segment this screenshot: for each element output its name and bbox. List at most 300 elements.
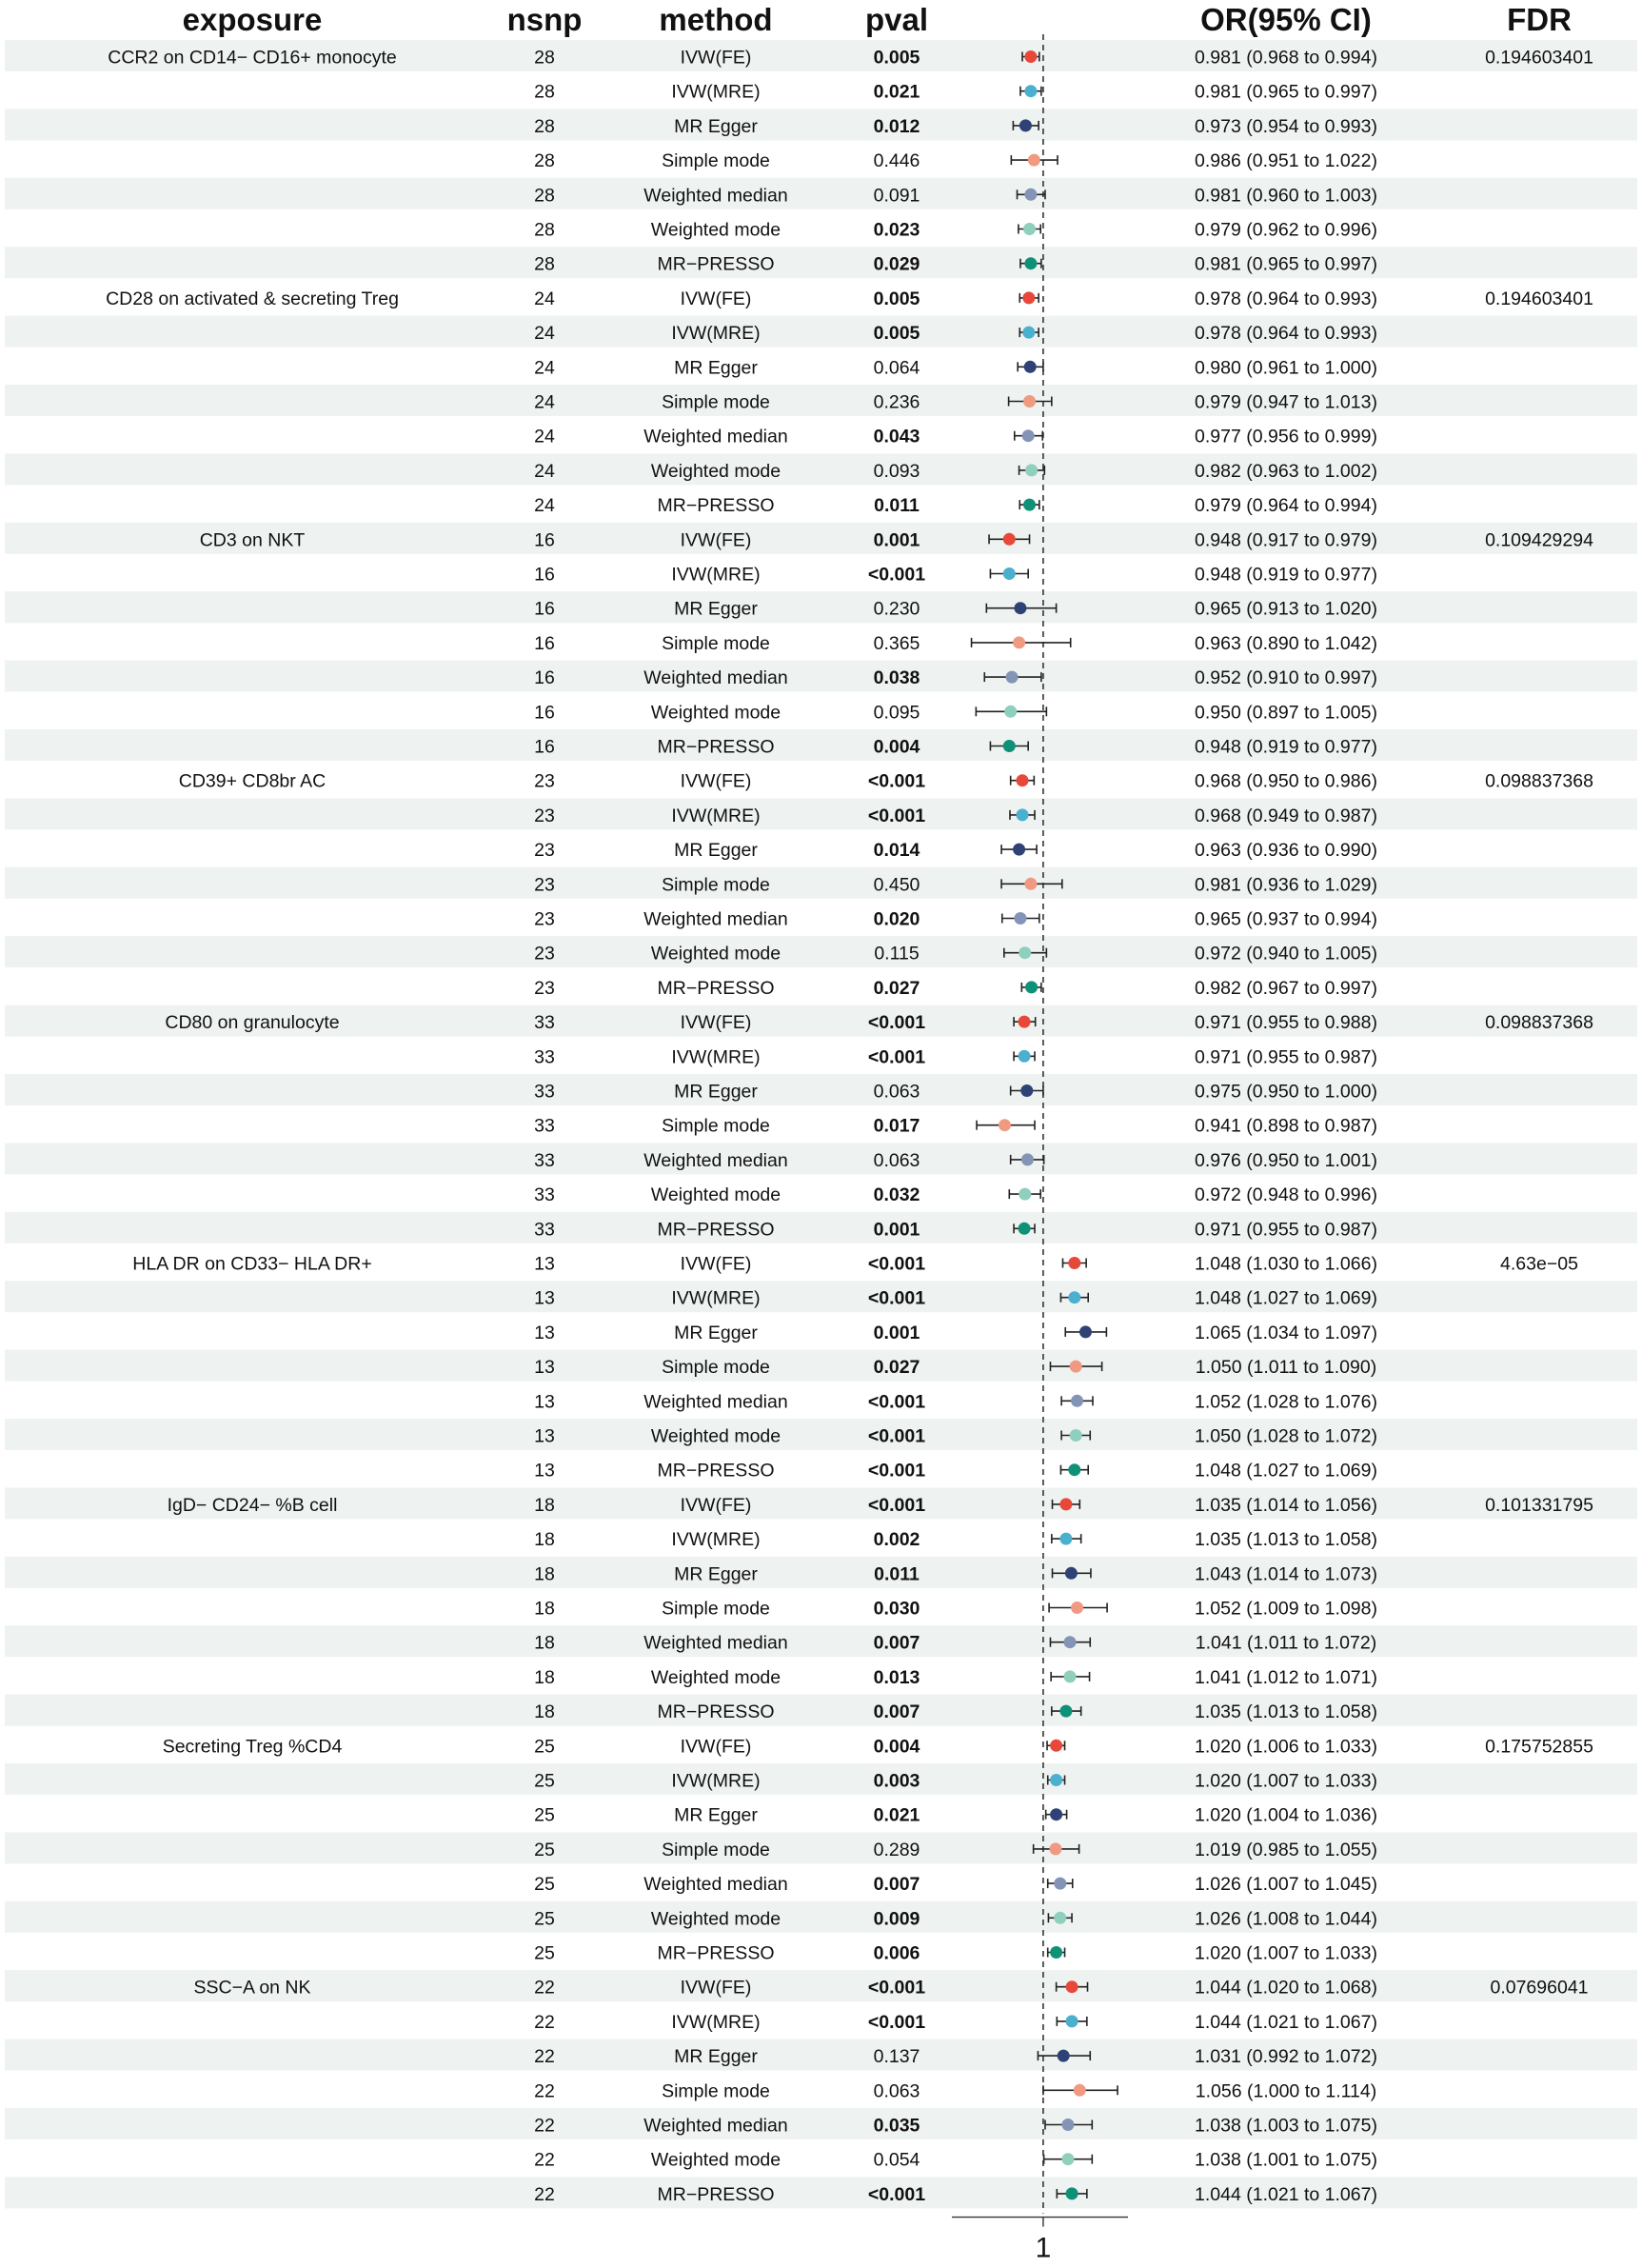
header-pval: pval xyxy=(864,2,929,37)
forest-mark xyxy=(1048,1946,1065,1959)
or-ci-label: 0.948 (0.919 to 0.977) xyxy=(1195,736,1377,758)
or-ci-label: 0.986 (0.951 to 1.022) xyxy=(1195,150,1377,172)
nsnp-value: 33 xyxy=(534,1149,555,1171)
or-ci-label: 0.965 (0.913 to 1.020) xyxy=(1195,598,1377,620)
x-tick-label: 1 xyxy=(1035,2232,1052,2264)
or-ci-label: 1.050 (1.028 to 1.072) xyxy=(1195,1425,1377,1447)
header-row xyxy=(183,2,1572,37)
nsnp-value: 23 xyxy=(534,805,555,826)
or-ci-label: 0.971 (0.955 to 0.987) xyxy=(1195,1219,1377,1241)
or-ci-label: 1.052 (1.028 to 1.076) xyxy=(1195,1391,1377,1413)
or-point xyxy=(1019,119,1032,131)
or-point xyxy=(1050,1946,1062,1959)
nsnp-value: 18 xyxy=(534,1563,555,1585)
forest-mark xyxy=(1014,1050,1035,1063)
or-point xyxy=(1066,2015,1078,2027)
or-ci-label: 1.056 (1.000 to 1.114) xyxy=(1195,2080,1377,2102)
or-point xyxy=(1050,1740,1062,1752)
row-band xyxy=(5,316,1637,348)
or-ci-label: 0.976 (0.950 to 1.001) xyxy=(1195,1149,1377,1171)
pval-value: 0.007 xyxy=(873,1701,920,1723)
forest-mark xyxy=(1047,1740,1065,1752)
method-label: IVW(FE) xyxy=(680,1977,752,1999)
method-label: MR Egger xyxy=(674,2046,758,2068)
or-ci-label: 0.948 (0.919 to 0.977) xyxy=(1195,564,1377,586)
row-band xyxy=(5,729,1637,761)
nsnp-value: 18 xyxy=(534,1632,555,1654)
method-label: MR−PRESSO xyxy=(657,1701,775,1723)
or-ci-label: 1.026 (1.007 to 1.045) xyxy=(1195,1874,1377,1896)
pval-value: 0.013 xyxy=(873,1666,920,1688)
method-label: Weighted mode xyxy=(650,702,781,724)
method-label: Simple mode xyxy=(662,391,770,413)
forest-mark xyxy=(1001,844,1037,856)
or-ci-label: 1.048 (1.027 to 1.069) xyxy=(1195,1287,1377,1309)
forest-mark xyxy=(1009,1188,1040,1201)
exposure-label: SSC−A on NK xyxy=(193,1977,311,1999)
or-point xyxy=(1061,2153,1074,2165)
row-band xyxy=(5,867,1637,899)
or-ci-label: 0.968 (0.949 to 0.987) xyxy=(1195,805,1377,826)
nsnp-value: 16 xyxy=(534,564,555,586)
nsnp-value: 16 xyxy=(534,632,555,654)
row-band xyxy=(5,1901,1637,1933)
row-band xyxy=(5,1419,1637,1450)
nsnp-value: 18 xyxy=(534,1666,555,1688)
nsnp-value: 28 xyxy=(534,115,555,137)
exposure-label: CCR2 on CD14− CD16+ monocyte xyxy=(108,47,397,69)
or-ci-label: 0.981 (0.960 to 1.003) xyxy=(1195,185,1377,207)
or-point xyxy=(1014,602,1026,614)
forest-mark xyxy=(1049,1602,1107,1614)
or-ci-label: 1.020 (1.007 to 1.033) xyxy=(1195,1942,1377,1964)
nsnp-value: 24 xyxy=(534,288,555,309)
row-band xyxy=(5,1832,1637,1863)
method-label: IVW(FE) xyxy=(680,770,752,792)
or-ci-label: 0.948 (0.917 to 0.979) xyxy=(1195,529,1377,551)
or-ci-label: 1.043 (1.014 to 1.073) xyxy=(1195,1563,1377,1585)
pval-value: 0.020 xyxy=(873,908,920,930)
pval-value: <0.001 xyxy=(867,1494,926,1516)
method-label: Simple mode xyxy=(662,1357,770,1379)
table-cells xyxy=(106,48,1593,2205)
method-label: Weighted median xyxy=(643,2115,788,2137)
pval-value: 0.004 xyxy=(873,1736,920,1758)
or-point xyxy=(1068,1257,1080,1269)
pval-value: <0.001 xyxy=(867,1460,926,1482)
pval-value: 0.027 xyxy=(873,977,920,999)
pval-value: <0.001 xyxy=(867,1391,926,1413)
fdr-value: 0.194603401 xyxy=(1485,47,1593,69)
or-point xyxy=(1023,223,1036,235)
method-label: MR Egger xyxy=(674,357,758,379)
nsnp-value: 22 xyxy=(534,2011,555,2033)
method-label: IVW(MRE) xyxy=(671,81,761,103)
or-ci-label: 0.975 (0.950 to 1.000) xyxy=(1195,1081,1377,1103)
or-ci-label: 0.979 (0.964 to 0.994) xyxy=(1195,495,1377,517)
nsnp-value: 22 xyxy=(534,2080,555,2102)
or-ci-label: 1.065 (1.034 to 1.097) xyxy=(1195,1322,1377,1343)
row-band xyxy=(5,178,1637,209)
method-label: Simple mode xyxy=(662,2080,770,2102)
row-band xyxy=(5,1557,1637,1588)
or-point xyxy=(1017,808,1029,821)
nsnp-value: 25 xyxy=(534,1804,555,1826)
pval-value: 0.236 xyxy=(873,391,920,413)
method-label: MR Egger xyxy=(674,598,758,620)
or-ci-label: 1.052 (1.009 to 1.098) xyxy=(1195,1598,1377,1620)
or-ci-label: 1.035 (1.013 to 1.058) xyxy=(1195,1529,1377,1551)
method-label: IVW(FE) xyxy=(680,1253,752,1275)
nsnp-value: 18 xyxy=(534,1701,555,1723)
nsnp-value: 13 xyxy=(534,1460,555,1482)
nsnp-value: 24 xyxy=(534,426,555,448)
pval-value: 0.001 xyxy=(873,529,920,551)
nsnp-value: 22 xyxy=(534,2149,555,2171)
or-point xyxy=(1064,1670,1077,1682)
method-label: Simple mode xyxy=(662,1839,770,1860)
exposure-label: HLA DR on CD33− HLA DR+ xyxy=(132,1253,372,1275)
fdr-value: 0.07696041 xyxy=(1490,1977,1589,1999)
method-label: MR Egger xyxy=(674,1804,758,1826)
fdr-value: 0.109429294 xyxy=(1485,529,1593,551)
or-point xyxy=(1019,1016,1031,1028)
forest-mark xyxy=(977,1119,1035,1131)
pval-value: 0.093 xyxy=(873,460,920,482)
method-label: Weighted median xyxy=(643,667,788,689)
pval-value: 0.091 xyxy=(873,185,920,207)
pval-value: <0.001 xyxy=(867,805,926,826)
or-point xyxy=(1066,1980,1078,1993)
forest-mark xyxy=(1018,361,1043,373)
pval-value: 0.006 xyxy=(873,1942,920,1964)
pval-value: 0.009 xyxy=(873,1908,920,1930)
method-label: Weighted median xyxy=(643,185,788,207)
exposure-label: CD3 on NKT xyxy=(199,529,306,551)
method-label: IVW(FE) xyxy=(680,1494,752,1516)
pval-value: <0.001 xyxy=(867,1287,926,1309)
nsnp-value: 13 xyxy=(534,1322,555,1343)
pval-value: <0.001 xyxy=(867,1977,926,1999)
forest-mark xyxy=(972,636,1071,648)
or-point xyxy=(1006,671,1019,684)
method-label: MR Egger xyxy=(674,1081,758,1103)
nsnp-value: 23 xyxy=(534,840,555,862)
fdr-value: 4.63e−05 xyxy=(1500,1253,1578,1275)
method-label: IVW(MRE) xyxy=(671,1046,761,1068)
row-band xyxy=(5,591,1637,623)
forest-mark xyxy=(1048,1878,1073,1890)
or-ci-label: 0.982 (0.963 to 1.002) xyxy=(1195,460,1377,482)
nsnp-value: 13 xyxy=(534,1425,555,1447)
or-point xyxy=(1050,1774,1062,1786)
fdr-value: 0.101331795 xyxy=(1485,1494,1593,1516)
method-label: Weighted median xyxy=(643,908,788,930)
nsnp-value: 28 xyxy=(534,219,555,241)
pval-value: 0.011 xyxy=(874,495,920,517)
forest-marks xyxy=(972,50,1118,2199)
or-ci-label: 1.041 (1.011 to 1.072) xyxy=(1195,1632,1377,1654)
nsnp-value: 23 xyxy=(534,943,555,965)
fdr-value: 0.194603401 xyxy=(1485,288,1593,309)
row-band xyxy=(5,1625,1637,1657)
method-label: MR−PRESSO xyxy=(657,977,775,999)
or-ci-label: 0.973 (0.954 to 0.993) xyxy=(1195,115,1377,137)
forest-mark xyxy=(1043,2084,1118,2097)
or-point xyxy=(1064,1636,1077,1648)
row-band xyxy=(5,1143,1637,1174)
nsnp-value: 22 xyxy=(534,2115,555,2137)
nsnp-value: 18 xyxy=(534,1494,555,1516)
method-label: Weighted mode xyxy=(650,1184,781,1206)
or-point xyxy=(1025,464,1038,476)
or-ci-label: 0.971 (0.955 to 0.988) xyxy=(1195,1012,1377,1034)
row-band xyxy=(5,1350,1637,1382)
row-band xyxy=(5,1281,1637,1312)
nsnp-value: 33 xyxy=(534,1012,555,1034)
or-point xyxy=(1024,257,1037,269)
or-ci-label: 1.041 (1.012 to 1.071) xyxy=(1195,1666,1377,1688)
nsnp-value: 25 xyxy=(534,1770,555,1792)
nsnp-value: 22 xyxy=(534,2183,555,2205)
or-ci-label: 0.963 (0.936 to 0.990) xyxy=(1195,840,1377,862)
method-label: MR Egger xyxy=(674,115,758,137)
exposure-label: CD80 on granulocyte xyxy=(165,1012,340,1034)
method-label: MR−PRESSO xyxy=(657,1942,775,1964)
or-point xyxy=(1074,2084,1086,2097)
nsnp-value: 16 xyxy=(534,529,555,551)
pval-value: 0.002 xyxy=(873,1529,920,1551)
forest-mark xyxy=(1011,154,1058,167)
forest-mark xyxy=(1051,1670,1089,1682)
forest-mark xyxy=(1062,1257,1086,1269)
or-point xyxy=(1019,946,1031,959)
or-point xyxy=(1025,981,1038,993)
or-point xyxy=(1024,50,1037,63)
pval-value: 0.054 xyxy=(873,2149,920,2171)
method-label: Weighted median xyxy=(643,426,788,448)
pval-value: 0.043 xyxy=(873,426,920,448)
row-band xyxy=(5,2177,1637,2208)
method-label: MR Egger xyxy=(674,840,758,862)
nsnp-value: 33 xyxy=(534,1046,555,1068)
pval-value: 0.003 xyxy=(873,1770,920,1792)
or-point xyxy=(1068,1291,1080,1303)
method-label: Weighted mode xyxy=(650,943,781,965)
row-band xyxy=(5,2039,1637,2071)
pval-value: <0.001 xyxy=(867,2183,926,2205)
forest-mark xyxy=(1044,2153,1093,2165)
or-point xyxy=(1070,1361,1082,1373)
method-label: IVW(FE) xyxy=(680,1012,752,1034)
nsnp-value: 13 xyxy=(534,1253,555,1275)
method-label: Weighted median xyxy=(643,1874,788,1896)
or-point xyxy=(1054,1912,1066,1924)
method-label: IVW(MRE) xyxy=(671,1529,761,1551)
or-ci-label: 1.038 (1.003 to 1.075) xyxy=(1195,2115,1377,2137)
method-label: Simple mode xyxy=(662,1598,770,1620)
row-band xyxy=(5,2108,1637,2139)
nsnp-value: 24 xyxy=(534,460,555,482)
nsnp-value: 13 xyxy=(534,1391,555,1413)
header-method: method xyxy=(659,2,773,37)
method-label: Weighted mode xyxy=(650,2149,781,2171)
forest-mark xyxy=(1019,499,1039,511)
nsnp-value: 22 xyxy=(534,2046,555,2068)
pval-value: 0.017 xyxy=(873,1115,920,1137)
method-label: IVW(MRE) xyxy=(671,805,761,826)
pval-value: 0.450 xyxy=(873,874,920,896)
nsnp-value: 25 xyxy=(534,1839,555,1860)
or-point xyxy=(1003,740,1016,752)
forest-mark xyxy=(976,706,1046,718)
exposure-label: IgD− CD24− %B cell xyxy=(167,1494,338,1516)
nsnp-value: 33 xyxy=(534,1081,555,1103)
pval-value: 0.005 xyxy=(873,288,920,309)
nsnp-value: 33 xyxy=(534,1115,555,1137)
pval-value: 0.023 xyxy=(873,219,920,241)
or-ci-label: 1.048 (1.027 to 1.069) xyxy=(1195,1460,1377,1482)
nsnp-value: 23 xyxy=(534,908,555,930)
method-label: IVW(MRE) xyxy=(671,1770,761,1792)
method-label: Weighted mode xyxy=(650,1666,781,1688)
method-label: MR Egger xyxy=(674,1563,758,1585)
method-label: MR−PRESSO xyxy=(657,736,775,758)
row-band xyxy=(5,1212,1637,1243)
header-fdr: FDR xyxy=(1507,2,1572,37)
nsnp-value: 23 xyxy=(534,874,555,896)
fdr-value: 0.098837368 xyxy=(1485,770,1593,792)
or-ci-label: 1.038 (1.001 to 1.075) xyxy=(1195,2149,1377,2171)
or-ci-label: 0.978 (0.964 to 0.993) xyxy=(1195,323,1377,345)
or-point xyxy=(1023,395,1036,408)
forest-mark xyxy=(1015,429,1042,442)
or-point xyxy=(1014,912,1026,925)
method-label: MR−PRESSO xyxy=(657,495,775,517)
or-point xyxy=(1019,1188,1031,1201)
method-label: IVW(FE) xyxy=(680,288,752,309)
or-ci-label: 0.965 (0.937 to 0.994) xyxy=(1195,908,1377,930)
or-ci-label: 0.981 (0.936 to 1.029) xyxy=(1195,874,1377,896)
exposure-label: CD28 on activated & secreting Treg xyxy=(106,288,399,309)
or-ci-label: 1.031 (0.992 to 1.072) xyxy=(1195,2046,1377,2068)
method-label: Weighted mode xyxy=(650,1425,781,1447)
method-label: IVW(FE) xyxy=(680,47,752,69)
pval-value: <0.001 xyxy=(867,770,926,792)
or-ci-label: 0.968 (0.950 to 0.986) xyxy=(1195,770,1377,792)
or-point xyxy=(1013,844,1025,856)
pval-value: 0.007 xyxy=(873,1632,920,1654)
pval-value: 0.064 xyxy=(873,357,920,379)
or-ci-label: 1.026 (1.008 to 1.044) xyxy=(1195,1908,1377,1930)
nsnp-value: 16 xyxy=(534,702,555,724)
pval-value: <0.001 xyxy=(867,564,926,586)
or-ci-label: 0.952 (0.910 to 0.997) xyxy=(1195,667,1377,689)
method-label: IVW(MRE) xyxy=(671,323,761,345)
forest-mark xyxy=(1019,223,1040,235)
row-band xyxy=(5,453,1637,485)
or-ci-label: 0.978 (0.964 to 0.993) xyxy=(1195,288,1377,309)
or-point xyxy=(1019,1050,1031,1063)
or-point xyxy=(1071,1602,1083,1614)
or-ci-label: 0.941 (0.898 to 0.987) xyxy=(1195,1115,1377,1137)
method-label: MR Egger xyxy=(674,1322,758,1343)
or-ci-label: 0.972 (0.940 to 1.005) xyxy=(1195,943,1377,965)
or-point xyxy=(1028,154,1040,167)
method-label: Simple mode xyxy=(662,874,770,896)
row-band xyxy=(5,1763,1637,1795)
or-ci-label: 0.981 (0.968 to 0.994) xyxy=(1195,47,1377,69)
nsnp-value: 25 xyxy=(534,1942,555,1964)
or-ci-label: 1.044 (1.021 to 1.067) xyxy=(1195,2011,1377,2033)
row-band xyxy=(5,661,1637,692)
or-point xyxy=(1024,85,1037,97)
method-label: Weighted mode xyxy=(650,219,781,241)
or-point xyxy=(1021,1153,1034,1165)
method-label: MR−PRESSO xyxy=(657,253,775,275)
row-band xyxy=(5,1695,1637,1726)
or-point xyxy=(1024,878,1037,890)
or-point xyxy=(1022,327,1035,339)
nsnp-value: 13 xyxy=(534,1357,555,1379)
pval-value: 0.004 xyxy=(873,736,920,758)
pval-value: 0.365 xyxy=(873,632,920,654)
pval-value: 0.063 xyxy=(873,1081,920,1103)
or-point xyxy=(1003,567,1016,580)
nsnp-value: 24 xyxy=(534,495,555,517)
pval-value: 0.035 xyxy=(873,2115,920,2137)
nsnp-value: 16 xyxy=(534,598,555,620)
forest-mark xyxy=(1052,1533,1081,1545)
or-ci-label: 1.035 (1.013 to 1.058) xyxy=(1195,1701,1377,1723)
method-label: MR−PRESSO xyxy=(657,1460,775,1482)
forest-mark xyxy=(1060,1463,1088,1476)
or-ci-label: 1.044 (1.021 to 1.067) xyxy=(1195,2183,1377,2205)
pval-value: 0.038 xyxy=(873,667,920,689)
nsnp-value: 16 xyxy=(534,736,555,758)
pval-value: 0.005 xyxy=(873,47,920,69)
method-label: Weighted median xyxy=(643,1632,788,1654)
forest-mark xyxy=(1019,291,1039,304)
method-label: Weighted median xyxy=(643,1391,788,1413)
method-label: IVW(FE) xyxy=(680,1736,752,1758)
method-label: Weighted mode xyxy=(650,460,781,482)
or-point xyxy=(1065,1567,1078,1580)
or-ci-label: 1.050 (1.011 to 1.090) xyxy=(1195,1357,1377,1379)
method-label: MR−PRESSO xyxy=(657,2183,775,2205)
or-point xyxy=(1068,1463,1080,1476)
header-nsnp: nsnp xyxy=(506,2,583,37)
pval-value: 0.446 xyxy=(873,150,920,172)
forest-mark xyxy=(1065,1325,1106,1338)
nsnp-value: 28 xyxy=(534,150,555,172)
row-bands xyxy=(5,40,1637,2208)
nsnp-value: 25 xyxy=(534,1908,555,1930)
or-ci-label: 0.979 (0.962 to 0.996) xyxy=(1195,219,1377,241)
pval-value: 0.137 xyxy=(873,2046,920,2068)
nsnp-value: 18 xyxy=(534,1529,555,1551)
or-point xyxy=(1061,2119,1074,2131)
or-ci-label: 0.950 (0.897 to 1.005) xyxy=(1195,702,1377,724)
or-ci-label: 1.020 (1.007 to 1.033) xyxy=(1195,1770,1377,1792)
method-label: Simple mode xyxy=(662,150,770,172)
or-point xyxy=(1058,2050,1070,2062)
or-ci-label: 0.979 (0.947 to 1.013) xyxy=(1195,391,1377,413)
or-point xyxy=(1024,189,1037,201)
nsnp-value: 28 xyxy=(534,81,555,103)
or-ci-label: 0.971 (0.955 to 0.987) xyxy=(1195,1046,1377,1068)
or-point xyxy=(1003,533,1016,546)
